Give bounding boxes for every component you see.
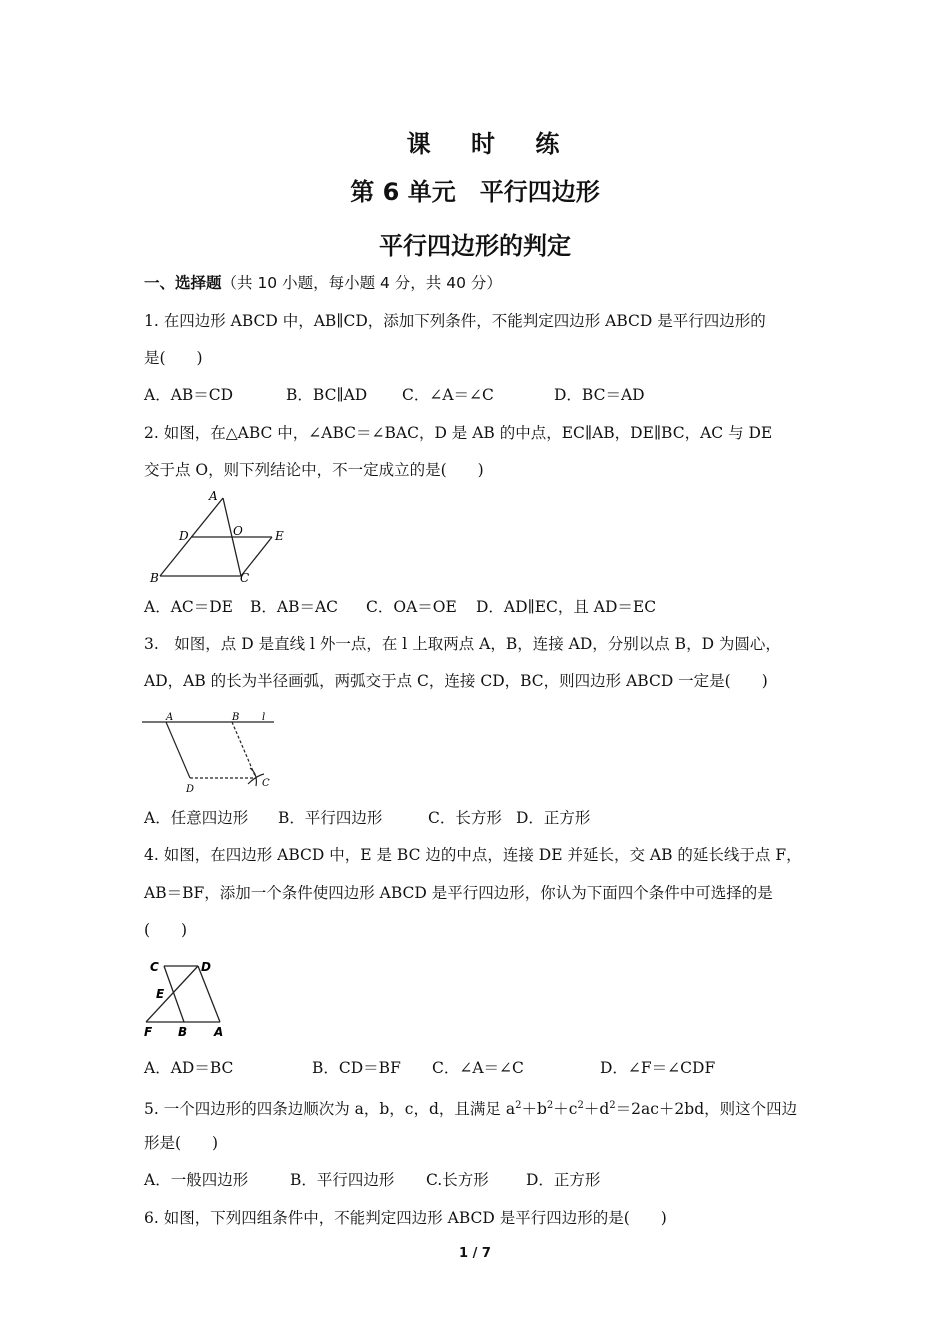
q5-text-start: 5. 一个四边形的四条边顺次为 a，b，c，d，且满足 a bbox=[144, 1100, 516, 1119]
q2-line-1: 2. 如图，在△ABC 中，∠ABC＝∠BAC，D 是 AB 的中点，EC∥AB，DE∥BC，AC 与 DE bbox=[144, 424, 773, 442]
q4-label-b: B bbox=[178, 1025, 188, 1039]
q3-option-d: D．正方形 bbox=[516, 809, 591, 827]
q3-line-1: 3. 如图，点 D 是直线 l 外一点，在 l 上取两点 A，B，连接 AD，分别以点 B，D 为圆心， bbox=[144, 635, 781, 653]
q5-option-d: D．正方形 bbox=[526, 1171, 601, 1189]
section-note: （共 10 小题，每小题 4 分，共 40 分） bbox=[221, 274, 502, 292]
q4-option-a: A．AD＝BC bbox=[144, 1059, 234, 1077]
q4-label-d: D bbox=[201, 960, 211, 974]
q1-line-1: 1. 在四边形 ABCD 中，AB∥CD，添加下列条件，不能判定四边形 ABCD 是平行四边形的 bbox=[144, 312, 766, 330]
q5-plus-c: ＋c bbox=[553, 1100, 578, 1119]
q3-label-b: B bbox=[232, 712, 240, 723]
q3-option-a: A．任意四边形 bbox=[144, 809, 249, 827]
q5-sup-a: 2 bbox=[515, 1100, 522, 1111]
section-name: 一、选择题 bbox=[144, 274, 222, 292]
q5-options bbox=[144, 1170, 844, 1190]
section-heading bbox=[144, 273, 502, 293]
q4-side-cb bbox=[164, 966, 184, 1022]
q6-line-1: 6. 如图，下列四组条件中，不能判定四边形 ABCD 是平行四边形的是( ) bbox=[144, 1209, 667, 1227]
q5-line-1 bbox=[144, 1096, 797, 1119]
q5-option-c: C.长方形 bbox=[426, 1171, 489, 1189]
q3-arc-1 bbox=[250, 768, 256, 786]
q3-figure bbox=[140, 706, 280, 796]
q4-label-f: F bbox=[144, 1025, 153, 1039]
q1-option-c: C．∠A＝∠C bbox=[402, 386, 494, 404]
page-title: 课 时 练 bbox=[406, 130, 576, 158]
q3-line-2: AD，AB 的长为半径画弧，两弧交于点 C，连接 CD，BC，则四边形 ABCD 一定是( ) bbox=[144, 672, 768, 690]
q2-label-b: B bbox=[150, 571, 159, 585]
unit-title: 第 6 单元 平行四边形 bbox=[350, 178, 600, 206]
q1-line-2: 是( ) bbox=[144, 349, 203, 367]
q2-option-d: D．AD∥EC，且 AD＝EC bbox=[476, 598, 657, 616]
q4-segment-df bbox=[146, 966, 198, 1022]
page-number: 1 / 7 bbox=[459, 1246, 491, 1261]
q2-label-c: C bbox=[240, 571, 250, 585]
q4-option-c: C．∠A＝∠C bbox=[432, 1059, 524, 1077]
q5-sup-b: 2 bbox=[546, 1100, 554, 1111]
lesson-title: 平行四边形的判定 bbox=[379, 232, 571, 260]
q4-label-c: C bbox=[150, 960, 159, 974]
q4-option-b: B．CD＝BF bbox=[312, 1059, 401, 1077]
q1-options bbox=[144, 385, 844, 405]
q1-option-b: B．BC∥AD bbox=[286, 386, 368, 404]
q2-label-a: A bbox=[209, 489, 218, 503]
q3-options bbox=[144, 808, 844, 828]
q4-line-3: ( ) bbox=[144, 921, 188, 939]
q1-option-d: D．BC＝AD bbox=[554, 386, 645, 404]
q4-label-e: E bbox=[156, 987, 165, 1001]
q4-options bbox=[144, 1058, 844, 1078]
q5-plus-d: ＋d bbox=[583, 1100, 610, 1119]
q4-option-d: D．∠F＝∠CDF bbox=[600, 1059, 716, 1077]
q5-option-a: A．一般四边形 bbox=[144, 1171, 249, 1189]
q3-label-c: C bbox=[262, 778, 270, 789]
q2-option-c: C．OA＝OE bbox=[366, 598, 457, 616]
q2-option-a: A．AC＝DE bbox=[144, 598, 233, 616]
q3-option-c: C．长方形 bbox=[428, 809, 502, 827]
q4-line-1: 4. 如图，在四边形 ABCD 中，E 是 BC 边的中点，连接 DE 并延长，交 AB 的延长线于点 F， bbox=[144, 846, 802, 864]
q5-plus-b: ＋b bbox=[521, 1100, 547, 1119]
q2-options bbox=[144, 597, 844, 617]
q5-sup-d: 2 bbox=[609, 1100, 616, 1111]
q5-option-b: B．平行四边形 bbox=[290, 1171, 395, 1189]
q4-line-2: AB＝BF，添加一个条件使四边形 ABCD 是平行四边形，你认为下面四个条件中可选择的是 bbox=[144, 884, 773, 902]
q3-label-l: l bbox=[262, 712, 266, 723]
q4-figure bbox=[140, 952, 240, 1042]
q4-label-a: A bbox=[214, 1025, 224, 1039]
q2-figure bbox=[145, 488, 290, 588]
q4-side-da bbox=[198, 966, 220, 1022]
q3-label-a: A bbox=[166, 712, 174, 723]
q2-label-o: O bbox=[233, 524, 243, 538]
q1-option-a: A．AB＝CD bbox=[144, 386, 234, 404]
q2-line-2: 交于点 O，则下列结论中，不一定成立的是( ) bbox=[144, 461, 484, 479]
q2-option-b: B．AB＝AC bbox=[250, 598, 339, 616]
q2-label-d: D bbox=[179, 529, 189, 543]
q2-label-e: E bbox=[275, 529, 284, 543]
q5-sup-c: 2 bbox=[577, 1100, 584, 1111]
q3-label-d: D bbox=[186, 784, 195, 795]
q3-option-b: B．平行四边形 bbox=[278, 809, 383, 827]
q5-line-2: 形是( ) bbox=[144, 1134, 219, 1152]
q5-text-end: ＝2ac＋2bd，则这个四边 bbox=[615, 1100, 798, 1119]
q3-segment-ad bbox=[166, 722, 190, 778]
